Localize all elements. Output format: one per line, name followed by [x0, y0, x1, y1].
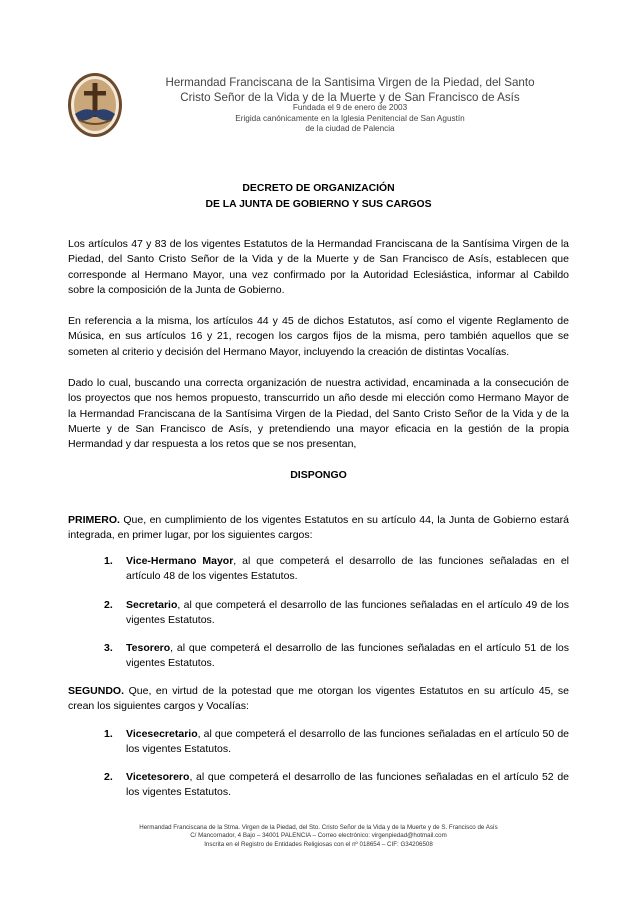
list-term: Vice-Hermano Mayor	[126, 555, 234, 567]
primero-clause	[68, 513, 569, 544]
segundo-clause	[68, 684, 569, 715]
brotherhood-logo	[67, 72, 123, 138]
list-number: 2.	[104, 771, 113, 783]
list-term: Vicetesorero	[126, 771, 190, 783]
letterhead-line-5: de la ciudad de Palencia	[305, 124, 395, 133]
paragraph-1: Los artículos 47 y 83 de los vigentes Estatutos de la Hermandad Franciscana de la Santísima Virgen de la Piedad, del Santo Cristo Señor de la Vida y de la Muerte y de San Francisco de Asís, establecen que corresponde al Hermano Mayor, una vez confirmado por la Autoridad Eclesiástica, informar al Cabildo sobre la composición de la Junta de Gobierno.	[68, 238, 569, 296]
page-footer	[68, 824, 569, 849]
segundo-text: Que, en virtud de la potestad que me otorgan los vigentes Estatutos en su artículo 45, se crean los siguientes cargos y Vocalías:	[68, 685, 569, 713]
paragraph-2: En referencia a la misma, los artículos 44 y 45 de dichos Estatutos, así como el vigente Reglamento de Música, en sus artículos 16 y 21, recogen los cargos fijos de la misma, pero también aquellos que se someten al criterio y decisión del Hermano Mayor, incluyendo la creación de distintas Vocalías.	[68, 315, 569, 358]
footer-line-3: Inscrita en el Registro de Entidades Religiosas con el nº 018654 – CIF: G34206508	[204, 840, 433, 848]
letterhead-line-3: Fundada el 9 de enero de 2003	[292, 103, 408, 112]
list-term: Vicesecretario	[126, 728, 198, 740]
list-term: Tesorero	[126, 642, 171, 654]
list-number: 2.	[104, 599, 113, 611]
list-item	[104, 641, 569, 672]
list-text: , al que competerá el desarrollo de las funciones señaladas en el artículo 49 de los vigentes Estatutos.	[126, 599, 569, 627]
dispongo-heading: DISPONGO	[290, 469, 347, 481]
footer-line-1: Hermandad Franciscana de la Stma. Virgen de la Piedad, del Sto. Cristo Señor de la Vida y de la Muerte y de S. Francisco de Asís	[139, 824, 498, 831]
letterhead-subtitle	[130, 103, 570, 135]
list-text: , al que competerá el desarrollo de las funciones señaladas en el artículo 52 de los vigentes Estatutos.	[126, 771, 569, 799]
footer-line-2: C/ Mancornador, 4 Bajo – 34001 PALENCIA – Correo electrónico: virgenpiedad@hotmail.com	[190, 832, 447, 840]
list-number: 1.	[104, 555, 113, 567]
decree-title	[68, 181, 569, 212]
list-item	[104, 727, 569, 758]
segundo-label: SEGUNDO.	[68, 685, 125, 697]
letterhead-title	[130, 75, 570, 105]
decree-title-line-1: DECRETO DE ORGANIZACIÓN	[242, 183, 395, 194]
list-text: , al que competerá el desarrollo de las funciones señaladas en el artículo 50 de los vigentes Estatutos.	[126, 728, 569, 756]
list-item	[104, 770, 569, 801]
list-number: 1.	[104, 728, 113, 740]
list-text: , al que competerá el desarrollo de las funciones señaladas en el artículo 51 de los vigentes Estatutos.	[126, 642, 569, 670]
list-number: 3.	[104, 642, 113, 654]
paragraph-3: Dado lo cual, buscando una correcta organización de nuestra actividad, encaminada a la consecución de los proyectos que nos hemos propuesto, transcurrido un año desde mi elección como Hermano Mayor de la Hermandad Franciscana de la Santísima Virgen de la Piedad, del Santo Cristo Señor de la Vida y de la Muerte y de San Francisco de Asís, y pretendiendo una mayor eficacia en la gestión de la propia Hermandad y dar respuesta a los retos que se nos presentan,	[68, 377, 569, 451]
letterhead-line-1: Hermandad Franciscana de la Santisima Virgen de la Piedad, del Santo	[165, 76, 535, 89]
list-text: , al que competerá el desarrollo de las funciones señaladas en el artículo 48 de los vigentes Estatutos.	[126, 555, 569, 583]
decree-title-line-2: DE LA JUNTA DE GOBIERNO Y SUS CARGOS	[205, 198, 432, 210]
letterhead-line-4: Erigida canónicamente en la Iglesia Penitencial de San Agustín	[235, 113, 465, 123]
letterhead-line-2: Cristo Señor de la Vida y de la Muerte y de San Francisco de Asís	[180, 91, 520, 104]
list-item	[104, 598, 569, 629]
list-term: Secretario	[126, 599, 178, 611]
primero-label: PRIMERO.	[68, 514, 120, 526]
primero-text: Que, en cumplimiento de los vigentes Estatutos en su artículo 44, la Junta de Gobierno estará integrada, en primer lugar, por los siguientes cargos:	[68, 514, 569, 542]
list-item	[104, 554, 569, 585]
